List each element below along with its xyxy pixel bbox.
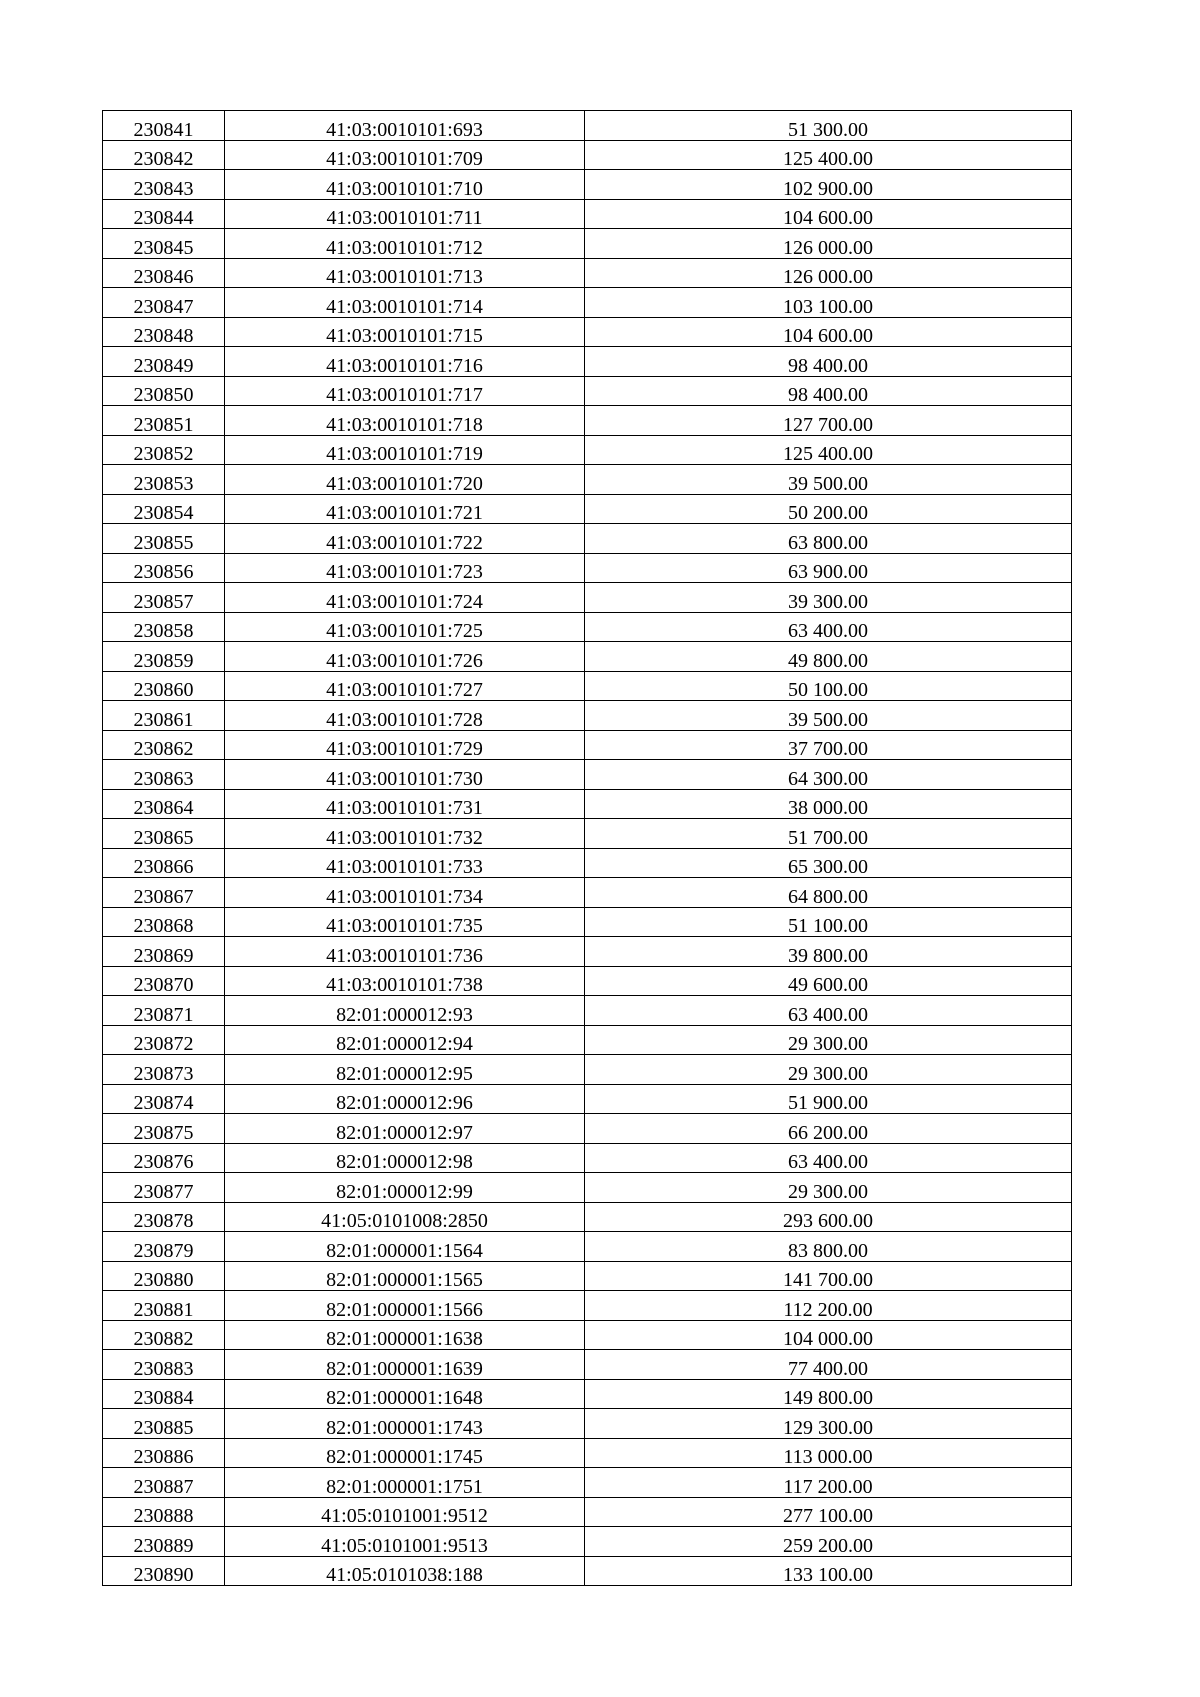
value-cell: 37 700.00 [585,730,1072,760]
table-row [103,1556,1072,1586]
value-cell: 63 400.00 [585,996,1072,1026]
cadastral-number-cell: 41:03:0010101:725 [225,612,585,642]
row-number-cell: 230849 [103,347,225,377]
row-number-cell: 230888 [103,1497,225,1527]
value-cell: 50 200.00 [585,494,1072,524]
value-cell: 104 000.00 [585,1320,1072,1350]
cadastral-number-cell: 41:03:0010101:733 [225,848,585,878]
row-number-cell: 230882 [103,1320,225,1350]
table-row [103,317,1072,347]
table-row [103,406,1072,436]
table-row [103,966,1072,996]
value-cell: 104 600.00 [585,199,1072,229]
cadastral-number-cell: 82:01:000001:1564 [225,1232,585,1262]
cadastral-number-cell: 82:01:000001:1648 [225,1379,585,1409]
table-row [103,848,1072,878]
cadastral-number-cell: 82:01:000001:1751 [225,1468,585,1498]
value-cell: 77 400.00 [585,1350,1072,1380]
table-row [103,1025,1072,1055]
row-number-cell: 230874 [103,1084,225,1114]
row-number-cell: 230864 [103,789,225,819]
row-number-cell: 230879 [103,1232,225,1262]
table-row [103,1202,1072,1232]
value-cell: 133 100.00 [585,1556,1072,1586]
value-cell: 51 700.00 [585,819,1072,849]
table-body [103,111,1072,1586]
table-row [103,229,1072,259]
cadastral-number-cell: 41:03:0010101:731 [225,789,585,819]
table-row [103,1527,1072,1557]
row-number-cell: 230887 [103,1468,225,1498]
value-cell: 49 800.00 [585,642,1072,672]
table-row [103,288,1072,318]
cadastral-number-cell: 41:03:0010101:714 [225,288,585,318]
value-cell: 102 900.00 [585,170,1072,200]
cadastral-number-cell: 41:03:0010101:720 [225,465,585,495]
row-number-cell: 230884 [103,1379,225,1409]
cadastral-number-cell: 82:01:000001:1745 [225,1438,585,1468]
value-cell: 103 100.00 [585,288,1072,318]
cadastral-number-cell: 82:01:000012:99 [225,1173,585,1203]
row-number-cell: 230867 [103,878,225,908]
cadastral-number-cell: 41:03:0010101:721 [225,494,585,524]
table-row [103,878,1072,908]
table-row [103,1497,1072,1527]
row-number-cell: 230878 [103,1202,225,1232]
row-number-cell: 230852 [103,435,225,465]
row-number-cell: 230868 [103,907,225,937]
row-number-cell: 230847 [103,288,225,318]
value-cell: 277 100.00 [585,1497,1072,1527]
table-row [103,1438,1072,1468]
value-cell: 126 000.00 [585,258,1072,288]
row-number-cell: 230841 [103,111,225,141]
value-cell: 51 300.00 [585,111,1072,141]
row-number-cell: 230846 [103,258,225,288]
cadastral-number-cell: 82:01:000001:1639 [225,1350,585,1380]
cadastral-number-cell: 41:03:0010101:734 [225,878,585,908]
cadastral-number-cell: 82:01:000001:1566 [225,1291,585,1321]
row-number-cell: 230876 [103,1143,225,1173]
cadastral-number-cell: 41:03:0010101:709 [225,140,585,170]
row-number-cell: 230844 [103,199,225,229]
value-cell: 64 800.00 [585,878,1072,908]
row-number-cell: 230854 [103,494,225,524]
cadastral-number-cell: 82:01:000012:96 [225,1084,585,1114]
row-number-cell: 230861 [103,701,225,731]
table-row [103,583,1072,613]
value-cell: 125 400.00 [585,435,1072,465]
value-cell: 49 600.00 [585,966,1072,996]
table-row [103,347,1072,377]
row-number-cell: 230855 [103,524,225,554]
row-number-cell: 230848 [103,317,225,347]
row-number-cell: 230873 [103,1055,225,1085]
row-number-cell: 230872 [103,1025,225,1055]
table-row [103,1261,1072,1291]
value-cell: 127 700.00 [585,406,1072,436]
cadastral-number-cell: 41:03:0010101:730 [225,760,585,790]
cadastral-number-cell: 41:03:0010101:727 [225,671,585,701]
value-cell: 259 200.00 [585,1527,1072,1557]
row-number-cell: 230853 [103,465,225,495]
data-table [102,110,1072,1586]
value-cell: 293 600.00 [585,1202,1072,1232]
value-cell: 83 800.00 [585,1232,1072,1262]
cadastral-number-cell: 41:03:0010101:735 [225,907,585,937]
value-cell: 51 100.00 [585,907,1072,937]
row-number-cell: 230865 [103,819,225,849]
table-row [103,1173,1072,1203]
value-cell: 39 500.00 [585,701,1072,731]
cadastral-number-cell: 41:03:0010101:710 [225,170,585,200]
cadastral-number-cell: 82:01:000012:94 [225,1025,585,1055]
cadastral-number-cell: 41:03:0010101:722 [225,524,585,554]
value-cell: 39 800.00 [585,937,1072,967]
table-row [103,1409,1072,1439]
cadastral-number-cell: 41:03:0010101:715 [225,317,585,347]
table-row [103,789,1072,819]
table-row [103,937,1072,967]
row-number-cell: 230870 [103,966,225,996]
cadastral-number-cell: 41:03:0010101:726 [225,642,585,672]
table-row [103,1114,1072,1144]
value-cell: 63 800.00 [585,524,1072,554]
row-number-cell: 230877 [103,1173,225,1203]
value-cell: 65 300.00 [585,848,1072,878]
row-number-cell: 230850 [103,376,225,406]
table-row [103,553,1072,583]
table-row [103,524,1072,554]
table-row [103,140,1072,170]
value-cell: 112 200.00 [585,1291,1072,1321]
row-number-cell: 230881 [103,1291,225,1321]
cadastral-number-cell: 41:03:0010101:738 [225,966,585,996]
value-cell: 38 000.00 [585,789,1072,819]
value-cell: 149 800.00 [585,1379,1072,1409]
table-row [103,376,1072,406]
cadastral-number-cell: 41:03:0010101:718 [225,406,585,436]
cadastral-number-cell: 41:03:0010101:723 [225,553,585,583]
table-row [103,170,1072,200]
row-number-cell: 230863 [103,760,225,790]
cadastral-number-cell: 41:03:0010101:716 [225,347,585,377]
value-cell: 63 400.00 [585,612,1072,642]
row-number-cell: 230890 [103,1556,225,1586]
row-number-cell: 230866 [103,848,225,878]
cadastral-number-cell: 82:01:000012:97 [225,1114,585,1144]
value-cell: 104 600.00 [585,317,1072,347]
table-row [103,199,1072,229]
cadastral-number-cell: 41:05:0101008:2850 [225,1202,585,1232]
value-cell: 50 100.00 [585,671,1072,701]
table-row [103,435,1072,465]
table-row [103,1379,1072,1409]
value-cell: 66 200.00 [585,1114,1072,1144]
row-number-cell: 230856 [103,553,225,583]
value-cell: 129 300.00 [585,1409,1072,1439]
value-cell: 125 400.00 [585,140,1072,170]
value-cell: 29 300.00 [585,1055,1072,1085]
table-row [103,465,1072,495]
cadastral-number-cell: 41:05:0101038:188 [225,1556,585,1586]
value-cell: 98 400.00 [585,347,1072,377]
value-cell: 39 500.00 [585,465,1072,495]
value-cell: 113 000.00 [585,1438,1072,1468]
cadastral-number-cell: 41:05:0101001:9512 [225,1497,585,1527]
row-number-cell: 230862 [103,730,225,760]
row-number-cell: 230871 [103,996,225,1026]
table-row [103,1291,1072,1321]
table-row [103,1232,1072,1262]
table-row [103,1143,1072,1173]
cadastral-number-cell: 82:01:000012:95 [225,1055,585,1085]
row-number-cell: 230858 [103,612,225,642]
cadastral-number-cell: 41:03:0010101:711 [225,199,585,229]
row-number-cell: 230883 [103,1350,225,1380]
cadastral-number-cell: 41:03:0010101:719 [225,435,585,465]
value-cell: 64 300.00 [585,760,1072,790]
table-row [103,612,1072,642]
cadastral-number-cell: 41:03:0010101:712 [225,229,585,259]
table-row [103,907,1072,937]
table-row [103,1350,1072,1380]
value-cell: 63 900.00 [585,553,1072,583]
row-number-cell: 230851 [103,406,225,436]
value-cell: 126 000.00 [585,229,1072,259]
cadastral-number-cell: 82:01:000012:98 [225,1143,585,1173]
cadastral-number-cell: 41:03:0010101:713 [225,258,585,288]
row-number-cell: 230860 [103,671,225,701]
row-number-cell: 230875 [103,1114,225,1144]
cadastral-number-cell: 41:03:0010101:736 [225,937,585,967]
table-row [103,819,1072,849]
value-cell: 117 200.00 [585,1468,1072,1498]
row-number-cell: 230859 [103,642,225,672]
row-number-cell: 230880 [103,1261,225,1291]
table-row [103,730,1072,760]
cadastral-number-cell: 41:05:0101001:9513 [225,1527,585,1557]
cadastral-number-cell: 82:01:000001:1638 [225,1320,585,1350]
table-row [103,701,1072,731]
row-number-cell: 230885 [103,1409,225,1439]
table-row [103,111,1072,141]
table-row [103,760,1072,790]
table-row [103,1084,1072,1114]
value-cell: 141 700.00 [585,1261,1072,1291]
table-row [103,1055,1072,1085]
value-cell: 29 300.00 [585,1173,1072,1203]
value-cell: 63 400.00 [585,1143,1072,1173]
table-row [103,671,1072,701]
row-number-cell: 230889 [103,1527,225,1557]
cadastral-number-cell: 41:03:0010101:693 [225,111,585,141]
cadastral-number-cell: 41:03:0010101:728 [225,701,585,731]
row-number-cell: 230843 [103,170,225,200]
table-row [103,1468,1072,1498]
table-row [103,258,1072,288]
row-number-cell: 230886 [103,1438,225,1468]
table-row [103,494,1072,524]
cadastral-number-cell: 82:01:000001:1743 [225,1409,585,1439]
value-cell: 29 300.00 [585,1025,1072,1055]
row-number-cell: 230869 [103,937,225,967]
cadastral-number-cell: 41:03:0010101:724 [225,583,585,613]
cadastral-number-cell: 82:01:000012:93 [225,996,585,1026]
cadastral-number-cell: 41:03:0010101:717 [225,376,585,406]
row-number-cell: 230842 [103,140,225,170]
row-number-cell: 230857 [103,583,225,613]
cadastral-number-cell: 41:03:0010101:729 [225,730,585,760]
value-cell: 51 900.00 [585,1084,1072,1114]
row-number-cell: 230845 [103,229,225,259]
table-row [103,642,1072,672]
cadastral-number-cell: 41:03:0010101:732 [225,819,585,849]
table-row [103,1320,1072,1350]
cadastral-number-cell: 82:01:000001:1565 [225,1261,585,1291]
table-row [103,996,1072,1026]
value-cell: 39 300.00 [585,583,1072,613]
value-cell: 98 400.00 [585,376,1072,406]
